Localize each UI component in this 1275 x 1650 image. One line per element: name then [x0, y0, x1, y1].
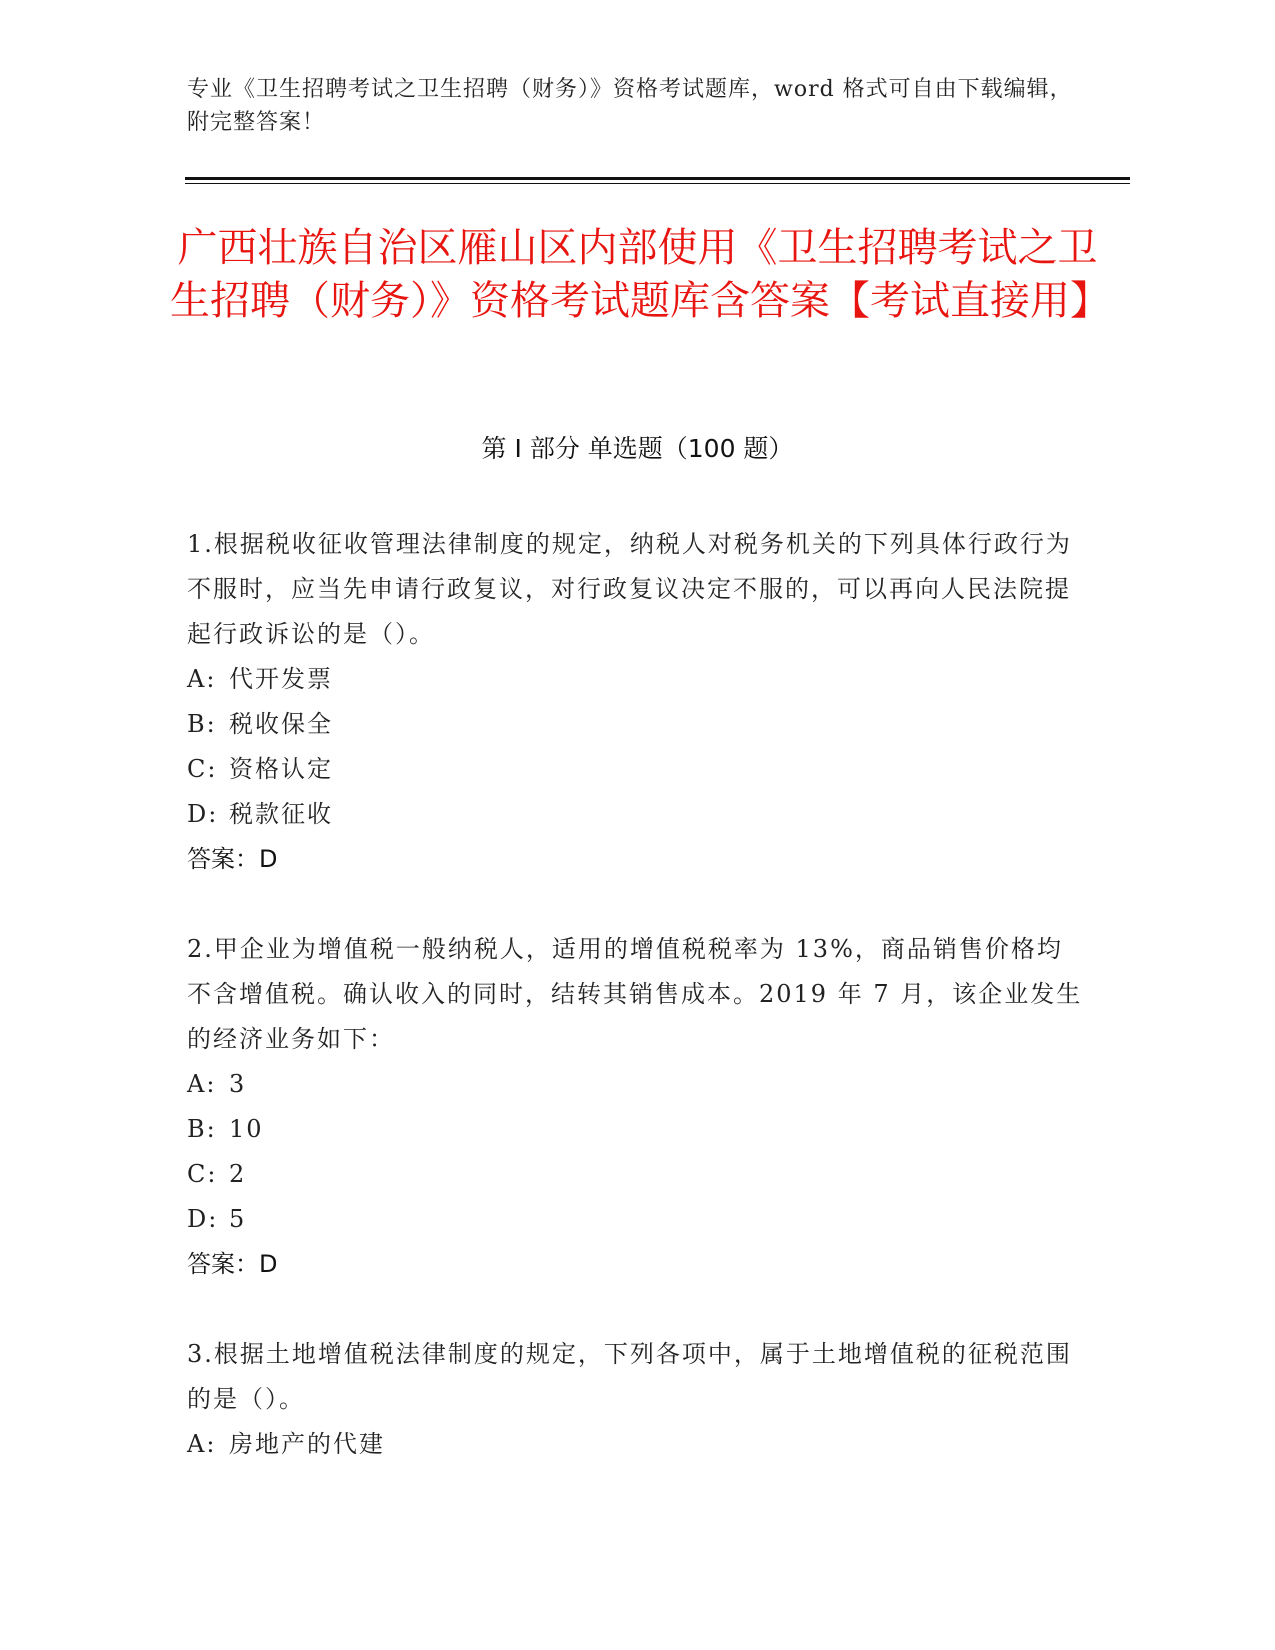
question-stem: 1.根据税收征收管理法律制度的规定，纳税人对税务机关的下列具体行政行为不服时，应当先申请行政复议，对行政复议决定不服的，可以再向人民法院提起行政诉讼的是（）。: [187, 530, 1072, 648]
option-letter: B:: [187, 1115, 217, 1143]
document-title: 广西壮族自治区雁山区内部使用《卫生招聘考试之卫生招聘（财务）》资格考试题库含答案【考试直接用】: [170, 225, 1110, 324]
option-d: [187, 792, 1087, 837]
option-text: 10: [229, 1115, 264, 1143]
option-a: [187, 657, 1087, 702]
option-text: 代开发票: [229, 665, 333, 693]
question-stem: 3.根据土地增值税法律制度的规定，下列各项中，属于土地增值税的征税范围的是（）。: [187, 1340, 1072, 1413]
option-a: [187, 1422, 1087, 1467]
option-b: [187, 1107, 1087, 1152]
question-stem: 2.甲企业为增值税一般纳税人，适用的增值税税率为 13%，商品销售价格均不含增值税。确认收入的同时，结转其销售成本。2019 年 7 月，该企业发生的经济业务如下：: [187, 935, 1083, 1053]
option-text: 房地产的代建: [229, 1430, 385, 1458]
option-c: [187, 1152, 1087, 1197]
question-list: [187, 522, 1087, 1512]
option-a: [187, 1062, 1087, 1107]
header-note: 专业《卫生招聘考试之卫生招聘（财务）》资格考试题库，word 格式可自由下载编辑，附完整答案！: [187, 77, 1073, 135]
header-divider-thin: [185, 183, 1130, 184]
option-letter: A:: [187, 1430, 217, 1458]
option-text: 税款征收: [229, 800, 333, 828]
option-letter: A:: [187, 1070, 217, 1098]
option-letter: C:: [187, 1160, 218, 1188]
question-3: [187, 1332, 1087, 1467]
question-1: [187, 522, 1087, 882]
option-text: 资格认定: [229, 755, 333, 783]
section-title: 第 I 部分 单选题（100 题）: [481, 434, 794, 463]
option-text: 3: [229, 1070, 247, 1098]
answer-line: 答案：D: [187, 845, 278, 873]
option-b: [187, 702, 1087, 747]
option-letter: A:: [187, 665, 217, 693]
option-letter: D:: [187, 1205, 219, 1233]
option-letter: C:: [187, 755, 218, 783]
option-c: [187, 747, 1087, 792]
option-letter: B:: [187, 710, 217, 738]
header-divider-thick: [185, 177, 1130, 180]
option-d: [187, 1197, 1087, 1242]
option-text: 税收保全: [229, 710, 333, 738]
option-text: 5: [229, 1205, 247, 1233]
option-text: 2: [229, 1160, 247, 1188]
answer-line: 答案：D: [187, 1250, 278, 1278]
question-2: [187, 927, 1087, 1287]
option-letter: D:: [187, 800, 219, 828]
